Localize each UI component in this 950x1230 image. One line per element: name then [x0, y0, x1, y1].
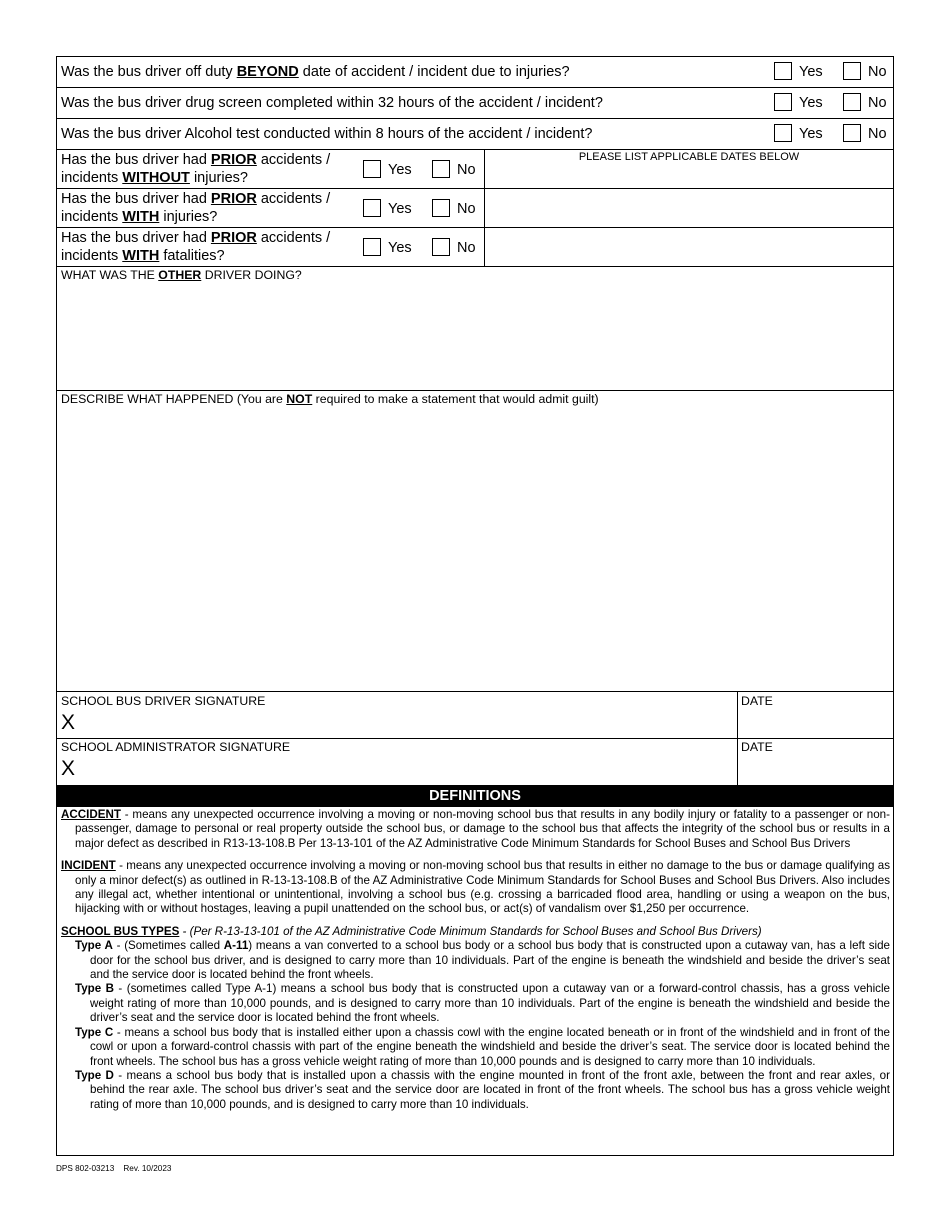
incident-definition: INCIDENT - means any unexpected occurrence involving a moving or non-moving school bus that results in either no damage to the bus or damage qualifying as only a minor defect(s) as outlined in R-13-13-108.B of the AZ Administrative Code Minimum Standards for School Buses and School Bus Drivers. Also includes any illegal act, whether intentional or unintentional, involving a school bus (e.g. crossing a barricaded flood area, handling or using a weapon on the bus, hijacking with or without hostages, leaving a pupil unattended on the school bus, or act(s) of vandalism over $1,250 per occurrence.	[61, 859, 890, 916]
dates-field[interactable]	[485, 228, 893, 266]
yes-checkbox[interactable]	[774, 124, 792, 142]
yes-label: Yes	[388, 162, 412, 178]
question-text: Was the bus driver Alcohol test conducted within 8 hours of the accident / incident?	[61, 126, 593, 142]
no-checkbox[interactable]	[843, 62, 861, 80]
yes-label: Yes	[799, 95, 823, 111]
dates-field[interactable]	[485, 189, 893, 227]
no-checkbox[interactable]	[843, 93, 861, 111]
type-d-definition: Type D - means a school bus body that is installed upon a chassis with the engine mounted in front of the front axle, between the front and rear axles, or behind the rear axle. The school bus driver’s seat and the service door are located in front of the front wheels. The school bus has a gross vehicle weight rating of more than 10,000 pounds, and is designed to carry more than 10 individuals.	[75, 1068, 890, 1111]
yes-label: Yes	[388, 240, 412, 256]
yes-label: Yes	[799, 126, 823, 142]
yes-checkbox[interactable]	[363, 160, 381, 178]
question-text: Was the bus driver off duty BEYOND date of accident / incident due to injuries?	[61, 64, 570, 80]
no-label: No	[457, 240, 476, 256]
no-label: No	[868, 126, 887, 142]
dates-label: PLEASE LIST APPLICABLE DATES BELOW	[578, 151, 800, 163]
other-driver-label: WHAT WAS THE OTHER DRIVER DOING?	[61, 268, 302, 282]
prior-row-without-injuries	[57, 150, 893, 189]
describe-section[interactable]	[57, 391, 893, 692]
admin-signature-x[interactable]: X	[61, 757, 76, 780]
question-row-off-duty	[57, 57, 893, 88]
definitions-heading: DEFINITIONS	[57, 785, 893, 807]
driver-signature-row	[57, 692, 893, 739]
driver-signature-label: SCHOOL BUS DRIVER SIGNATURE	[61, 694, 266, 708]
bus-types-heading: SCHOOL BUS TYPES - (Per R-13-13-101 of the AZ Administrative Code Minimum Standards for School Buses and School Bus Drivers)	[61, 924, 762, 938]
no-label: No	[868, 64, 887, 80]
type-a-definition: Type A - (Sometimes called A-11) means a van converted to a school bus body or a school bus body that is constructed upon a cutaway van, has a left side door for the school bus driver, and is designed to carry more than 10 individuals. Part of the engine is beneath the windshield and beside the driver’s seat and the service door is located behind the front wheels.	[75, 939, 890, 982]
form-revision: Rev. 10/2023	[123, 1164, 172, 1173]
prior-question-text: Has the bus driver had PRIOR accidents / incidents WITH injuries?	[61, 191, 331, 225]
driver-date-label: DATE	[741, 694, 773, 708]
question-row-alcohol-test	[57, 119, 893, 150]
admin-signature-row	[57, 739, 893, 785]
prior-row-with-fatalities	[57, 228, 893, 267]
yes-label: Yes	[388, 201, 412, 217]
admin-date-label: DATE	[741, 740, 773, 754]
no-checkbox[interactable]	[432, 199, 450, 217]
other-driver-section[interactable]	[57, 267, 893, 391]
no-label: No	[868, 95, 887, 111]
definitions-body	[61, 808, 890, 1112]
question-text: Was the bus driver drug screen completed within 32 hours of the accident / incident?	[61, 95, 603, 111]
type-b-definition: Type B - (sometimes called Type A-1) means a school bus body that is constructed upon a cutaway van or a forward-control chassis, has a gross vehicle weight rating of more than 10,000 pounds, and is designed to carry more than 10 individuals. Part of the engine is beneath the windshield and beside the driver’s seat and the service door is located behind the front wheels.	[75, 982, 891, 1025]
yes-checkbox[interactable]	[363, 199, 381, 217]
prior-row-with-injuries	[57, 189, 893, 228]
accident-definition: ACCIDENT - means any unexpected occurrence involving a moving or non-moving school bus that results in any bodily injury or fatality to a passenger or non-passenger, damage to personal or real property outside the school bus, or damage to the school bus that affects the integrity of the school bus or results in a major defect as described in R13-13-108.B Per 13-13-101 of the AZ Administrative Code Minimum Standards for School Buses and School Bus Drivers	[61, 808, 890, 850]
prior-question-text: Has the bus driver had PRIOR accidents / incidents WITHOUT injuries?	[61, 152, 331, 186]
yes-checkbox[interactable]	[774, 93, 792, 111]
form-footer	[56, 1164, 171, 1173]
form-number: DPS 802-03213	[56, 1164, 115, 1173]
no-checkbox[interactable]	[432, 160, 450, 178]
admin-signature-label: SCHOOL ADMINISTRATOR SIGNATURE	[61, 740, 291, 754]
driver-signature-x[interactable]: X	[61, 711, 76, 734]
no-checkbox[interactable]	[432, 238, 450, 256]
no-label: No	[457, 201, 476, 217]
yes-checkbox[interactable]	[774, 62, 792, 80]
incident-form	[56, 56, 894, 1156]
no-checkbox[interactable]	[843, 124, 861, 142]
describe-label: DESCRIBE WHAT HAPPENED (You are NOT required to make a statement that would admit guilt)	[61, 392, 599, 406]
question-row-drug-screen	[57, 88, 893, 119]
no-label: No	[457, 162, 476, 178]
yes-label: Yes	[799, 64, 823, 80]
type-c-definition: Type C - means a school bus body that is installed either upon a chassis cowl with the engine located beneath or in front of the windshield and in front of the cowl or upon a forward-control chassis with part of the engine beneath the windshield and beside the driver’s seat. The service door is located behind the front wheels. The school bus has a gross vehicle weight rating of more than 10,000 pounds and is designed to carry more than 10 individuals.	[75, 1025, 890, 1068]
prior-question-text: Has the bus driver had PRIOR accidents / incidents WITH fatalities?	[61, 230, 331, 264]
yes-checkbox[interactable]	[363, 238, 381, 256]
